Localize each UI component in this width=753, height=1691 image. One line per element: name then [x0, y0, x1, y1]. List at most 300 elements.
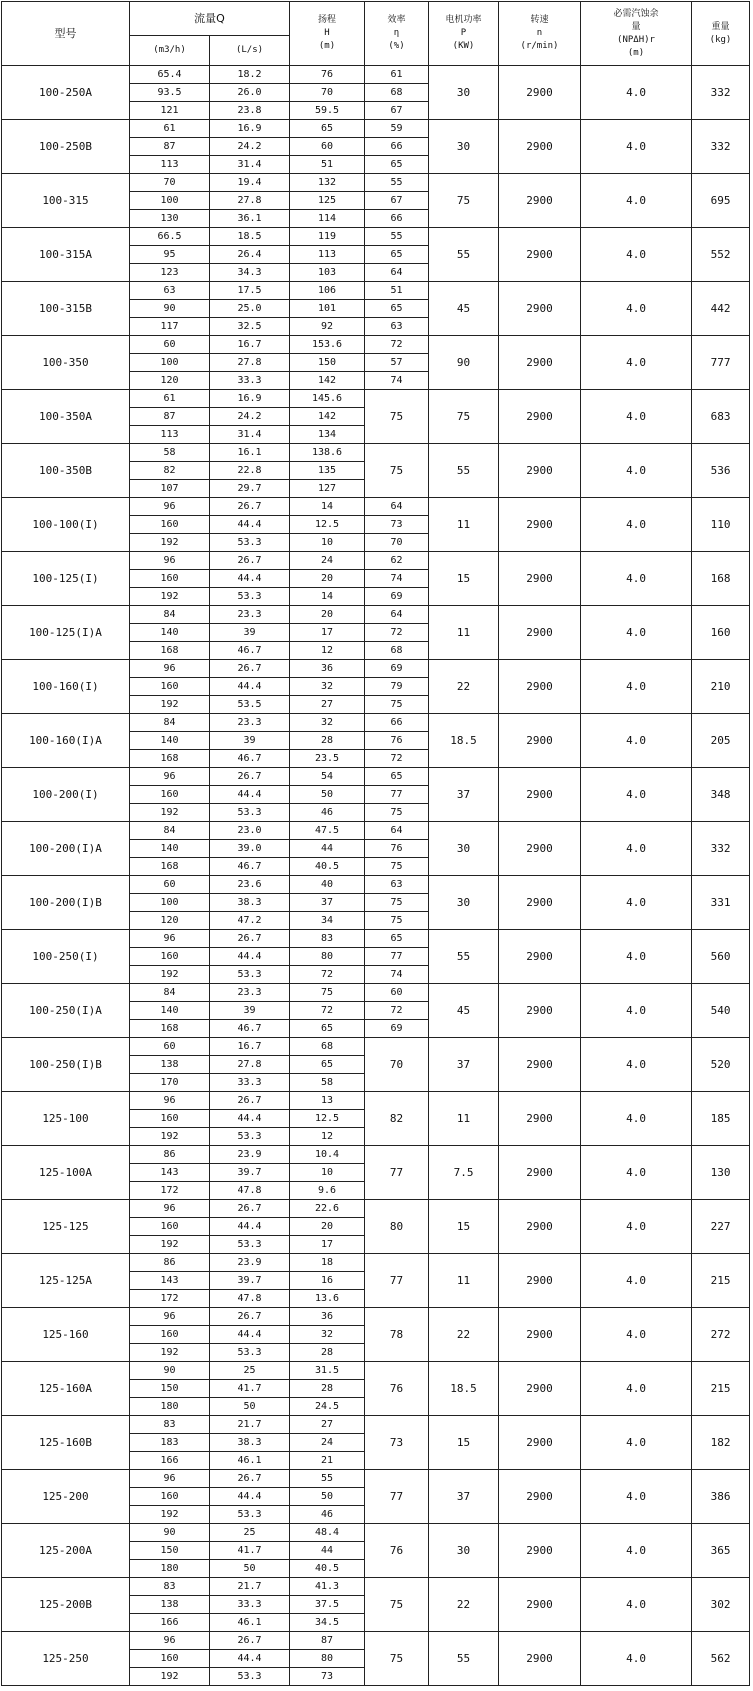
- cell-flow-ls: 26.7: [210, 1200, 290, 1218]
- cell-efficiency: 66: [365, 210, 429, 228]
- cell-flow-m3h: 96: [130, 930, 210, 948]
- cell-npsh: 4.0: [581, 1416, 692, 1470]
- cell-head: 47.5: [290, 822, 365, 840]
- cell-flow-m3h: 58: [130, 444, 210, 462]
- cell-flow-m3h: 170: [130, 1074, 210, 1092]
- cell-efficiency: 69: [365, 660, 429, 678]
- cell-efficiency: 67: [365, 192, 429, 210]
- cell-flow-m3h: 180: [130, 1398, 210, 1416]
- cell-weight: 210: [692, 660, 750, 714]
- cell-flow-ls: 16.1: [210, 444, 290, 462]
- cell-flow-ls: 50: [210, 1560, 290, 1578]
- header-head-unit: (m): [318, 41, 336, 51]
- cell-npsh: 4.0: [581, 1524, 692, 1578]
- cell-power: 55: [429, 228, 499, 282]
- cell-flow-m3h: 60: [130, 336, 210, 354]
- cell-model: 100-250B: [2, 120, 130, 174]
- cell-flow-ls: 44.4: [210, 1110, 290, 1128]
- cell-flow-m3h: 96: [130, 768, 210, 786]
- cell-weight: 520: [692, 1038, 750, 1092]
- cell-flow-m3h: 140: [130, 732, 210, 750]
- cell-speed: 2900: [499, 1146, 581, 1200]
- cell-flow-ls: 47.8: [210, 1182, 290, 1200]
- cell-flow-ls: 38.3: [210, 1434, 290, 1452]
- cell-efficiency: 68: [365, 84, 429, 102]
- cell-power: 75: [429, 174, 499, 228]
- cell-flow-ls: 33.3: [210, 1074, 290, 1092]
- cell-head: 114: [290, 210, 365, 228]
- cell-flow-m3h: 96: [130, 1632, 210, 1650]
- cell-head: 113: [290, 246, 365, 264]
- cell-efficiency: 76: [365, 840, 429, 858]
- cell-flow-ls: 53.3: [210, 1236, 290, 1254]
- cell-npsh: 4.0: [581, 1200, 692, 1254]
- cell-efficiency: 73: [365, 516, 429, 534]
- table-body: [2, 66, 750, 1686]
- cell-weight: 332: [692, 822, 750, 876]
- cell-flow-ls: 46.1: [210, 1452, 290, 1470]
- cell-npsh: 4.0: [581, 552, 692, 606]
- cell-model: 100-250A: [2, 66, 130, 120]
- header-speed-symbol: n: [536, 28, 543, 38]
- cell-flow-ls: 26.0: [210, 84, 290, 102]
- cell-efficiency: 80: [365, 1200, 429, 1254]
- cell-power: 90: [429, 336, 499, 390]
- cell-flow-ls: 16.9: [210, 120, 290, 138]
- cell-head: 14: [290, 588, 365, 606]
- cell-weight: 227: [692, 1200, 750, 1254]
- cell-head: 27: [290, 696, 365, 714]
- cell-head: 22.6: [290, 1200, 365, 1218]
- cell-flow-m3h: 61: [130, 120, 210, 138]
- header-efficiency: [365, 2, 429, 66]
- cell-head: 46: [290, 804, 365, 822]
- cell-efficiency: 74: [365, 966, 429, 984]
- cell-efficiency: 74: [365, 570, 429, 588]
- cell-speed: 2900: [499, 1092, 581, 1146]
- cell-head: 135: [290, 462, 365, 480]
- cell-head: 83: [290, 930, 365, 948]
- cell-model: 100-315: [2, 174, 130, 228]
- cell-head: 87: [290, 1632, 365, 1650]
- cell-flow-ls: 53.3: [210, 1128, 290, 1146]
- cell-head: 40: [290, 876, 365, 894]
- cell-flow-ls: 46.7: [210, 642, 290, 660]
- cell-flow-ls: 23.3: [210, 606, 290, 624]
- cell-flow-ls: 18.2: [210, 66, 290, 84]
- cell-power: 15: [429, 1416, 499, 1470]
- header-npsh-line2: 量: [631, 21, 641, 32]
- cell-flow-m3h: 192: [130, 1128, 210, 1146]
- cell-efficiency: 55: [365, 228, 429, 246]
- cell-flow-ls: 23.3: [210, 714, 290, 732]
- cell-flow-ls: 25: [210, 1524, 290, 1542]
- cell-model: 100-100(I): [2, 498, 130, 552]
- cell-flow-m3h: 65.4: [130, 66, 210, 84]
- cell-flow-ls: 21.7: [210, 1578, 290, 1596]
- cell-model: 100-200(I)B: [2, 876, 130, 930]
- cell-flow-m3h: 100: [130, 894, 210, 912]
- cell-flow-m3h: 96: [130, 660, 210, 678]
- cell-power: 75: [429, 390, 499, 444]
- cell-model: 100-200(I)A: [2, 822, 130, 876]
- cell-flow-m3h: 160: [130, 1488, 210, 1506]
- cell-efficiency: 66: [365, 714, 429, 732]
- cell-weight: 215: [692, 1362, 750, 1416]
- cell-power: 11: [429, 498, 499, 552]
- cell-flow-ls: 46.1: [210, 1614, 290, 1632]
- cell-efficiency: 70: [365, 1038, 429, 1092]
- cell-flow-ls: 27.8: [210, 1056, 290, 1074]
- cell-power: 18.5: [429, 714, 499, 768]
- cell-flow-ls: 23.9: [210, 1254, 290, 1272]
- cell-flow-ls: 23.8: [210, 102, 290, 120]
- table-row: [2, 1254, 750, 1272]
- cell-head: 13.6: [290, 1290, 365, 1308]
- header-eff-unit: (%): [388, 41, 405, 51]
- cell-head: 28: [290, 732, 365, 750]
- cell-npsh: 4.0: [581, 822, 692, 876]
- header-eff-symbol: η: [393, 28, 400, 38]
- cell-flow-m3h: 166: [130, 1614, 210, 1632]
- header-npsh: [581, 2, 692, 66]
- cell-flow-ls: 39.7: [210, 1272, 290, 1290]
- cell-flow-m3h: 90: [130, 1362, 210, 1380]
- cell-head: 72: [290, 1002, 365, 1020]
- cell-efficiency: 75: [365, 1632, 429, 1686]
- cell-flow-m3h: 143: [130, 1272, 210, 1290]
- cell-head: 24.5: [290, 1398, 365, 1416]
- cell-head: 80: [290, 1650, 365, 1668]
- cell-model: 125-160A: [2, 1362, 130, 1416]
- cell-efficiency: 61: [365, 66, 429, 84]
- cell-efficiency: 59: [365, 120, 429, 138]
- header-head-label: 扬程: [318, 15, 337, 25]
- header-speed-label: 转速: [530, 15, 549, 25]
- cell-head: 17: [290, 1236, 365, 1254]
- table-row: [2, 390, 750, 408]
- cell-flow-ls: 32.5: [210, 318, 290, 336]
- cell-flow-ls: 53.3: [210, 1506, 290, 1524]
- cell-model: 125-125: [2, 1200, 130, 1254]
- cell-power: 15: [429, 552, 499, 606]
- table-row: [2, 1362, 750, 1380]
- cell-head: 153.6: [290, 336, 365, 354]
- cell-flow-m3h: 100: [130, 354, 210, 372]
- cell-power: 55: [429, 930, 499, 984]
- cell-efficiency: 65: [365, 300, 429, 318]
- cell-efficiency: 82: [365, 1092, 429, 1146]
- cell-power: 22: [429, 1578, 499, 1632]
- cell-head: 51: [290, 156, 365, 174]
- table-row: [2, 768, 750, 786]
- cell-power: 30: [429, 1524, 499, 1578]
- table-row: [2, 444, 750, 462]
- cell-model: 125-250: [2, 1632, 130, 1686]
- cell-model: 125-125A: [2, 1254, 130, 1308]
- cell-flow-m3h: 192: [130, 588, 210, 606]
- cell-flow-ls: 53.3: [210, 534, 290, 552]
- cell-flow-m3h: 86: [130, 1254, 210, 1272]
- cell-npsh: 4.0: [581, 606, 692, 660]
- cell-weight: 160: [692, 606, 750, 660]
- cell-speed: 2900: [499, 390, 581, 444]
- cell-weight: 552: [692, 228, 750, 282]
- cell-head: 150: [290, 354, 365, 372]
- cell-flow-ls: 53.5: [210, 696, 290, 714]
- cell-flow-ls: 46.7: [210, 858, 290, 876]
- cell-efficiency: 66: [365, 138, 429, 156]
- cell-speed: 2900: [499, 1038, 581, 1092]
- header-power-unit: (KW): [452, 41, 475, 51]
- cell-flow-m3h: 168: [130, 1020, 210, 1038]
- cell-head: 32: [290, 678, 365, 696]
- cell-model: 100-160(I)A: [2, 714, 130, 768]
- cell-efficiency: 51: [365, 282, 429, 300]
- cell-power: 11: [429, 1092, 499, 1146]
- cell-power: 15: [429, 1200, 499, 1254]
- cell-weight: 540: [692, 984, 750, 1038]
- cell-flow-ls: 23.6: [210, 876, 290, 894]
- cell-model: 100-250(I)B: [2, 1038, 130, 1092]
- cell-model: 125-160B: [2, 1416, 130, 1470]
- cell-head: 36: [290, 1308, 365, 1326]
- cell-flow-m3h: 160: [130, 570, 210, 588]
- cell-efficiency: 76: [365, 1524, 429, 1578]
- cell-flow-ls: 21.7: [210, 1416, 290, 1434]
- cell-power: 22: [429, 660, 499, 714]
- cell-efficiency: 76: [365, 732, 429, 750]
- cell-efficiency: 72: [365, 624, 429, 642]
- cell-flow-ls: 19.4: [210, 174, 290, 192]
- cell-speed: 2900: [499, 1632, 581, 1686]
- cell-weight: 683: [692, 390, 750, 444]
- cell-weight: 110: [692, 498, 750, 552]
- cell-flow-ls: 44.4: [210, 1326, 290, 1344]
- cell-flow-ls: 26.7: [210, 552, 290, 570]
- cell-weight: 562: [692, 1632, 750, 1686]
- cell-flow-m3h: 150: [130, 1542, 210, 1560]
- cell-head: 28: [290, 1380, 365, 1398]
- header-power-label: 电机功率: [445, 15, 482, 25]
- cell-efficiency: 77: [365, 1254, 429, 1308]
- cell-weight: 185: [692, 1092, 750, 1146]
- cell-flow-m3h: 100: [130, 192, 210, 210]
- cell-head: 12.5: [290, 516, 365, 534]
- cell-head: 48.4: [290, 1524, 365, 1542]
- cell-flow-ls: 25.0: [210, 300, 290, 318]
- cell-flow-ls: 25: [210, 1362, 290, 1380]
- header-head: [290, 2, 365, 66]
- cell-efficiency: 72: [365, 1002, 429, 1020]
- cell-speed: 2900: [499, 1578, 581, 1632]
- cell-head: 16: [290, 1272, 365, 1290]
- cell-npsh: 4.0: [581, 444, 692, 498]
- table-row: [2, 1092, 750, 1110]
- cell-flow-m3h: 120: [130, 372, 210, 390]
- cell-efficiency: 70: [365, 534, 429, 552]
- cell-head: 20: [290, 570, 365, 588]
- cell-flow-m3h: 183: [130, 1434, 210, 1452]
- cell-flow-ls: 23.0: [210, 822, 290, 840]
- header-npsh-line3: (NPΔH)r: [617, 34, 655, 45]
- table-row: [2, 1038, 750, 1056]
- cell-flow-ls: 47.8: [210, 1290, 290, 1308]
- cell-flow-ls: 44.4: [210, 678, 290, 696]
- cell-flow-ls: 18.5: [210, 228, 290, 246]
- cell-power: 55: [429, 444, 499, 498]
- cell-flow-m3h: 84: [130, 822, 210, 840]
- cell-flow-ls: 47.2: [210, 912, 290, 930]
- cell-efficiency: 75: [365, 858, 429, 876]
- cell-npsh: 4.0: [581, 1362, 692, 1416]
- cell-head: 80: [290, 948, 365, 966]
- table-row: [2, 282, 750, 300]
- cell-head: 119: [290, 228, 365, 246]
- header-speed: [499, 2, 581, 66]
- cell-head: 32: [290, 1326, 365, 1344]
- cell-flow-m3h: 84: [130, 714, 210, 732]
- cell-head: 24: [290, 1434, 365, 1452]
- cell-flow-m3h: 160: [130, 1110, 210, 1128]
- cell-head: 23.5: [290, 750, 365, 768]
- cell-flow-ls: 31.4: [210, 426, 290, 444]
- cell-head: 55: [290, 1470, 365, 1488]
- cell-efficiency: 63: [365, 876, 429, 894]
- cell-flow-ls: 53.3: [210, 1668, 290, 1686]
- header-model: 型号: [2, 2, 130, 66]
- cell-efficiency: 73: [365, 1416, 429, 1470]
- cell-power: 18.5: [429, 1362, 499, 1416]
- cell-weight: 168: [692, 552, 750, 606]
- cell-flow-m3h: 160: [130, 1326, 210, 1344]
- cell-efficiency: 65: [365, 246, 429, 264]
- cell-efficiency: 63: [365, 318, 429, 336]
- cell-efficiency: 75: [365, 444, 429, 498]
- cell-power: 37: [429, 1470, 499, 1524]
- cell-flow-m3h: 168: [130, 750, 210, 768]
- cell-speed: 2900: [499, 552, 581, 606]
- cell-flow-m3h: 160: [130, 1650, 210, 1668]
- cell-flow-m3h: 123: [130, 264, 210, 282]
- cell-flow-ls: 44.4: [210, 1488, 290, 1506]
- cell-flow-ls: 26.7: [210, 498, 290, 516]
- header-weight-label: 重量: [711, 21, 730, 32]
- cell-flow-ls: 44.4: [210, 1218, 290, 1236]
- cell-speed: 2900: [499, 1362, 581, 1416]
- table-row: [2, 1524, 750, 1542]
- cell-head: 58: [290, 1074, 365, 1092]
- cell-flow-m3h: 84: [130, 606, 210, 624]
- cell-speed: 2900: [499, 1416, 581, 1470]
- cell-flow-m3h: 96: [130, 1470, 210, 1488]
- header-speed-unit: (r/min): [520, 41, 559, 51]
- cell-flow-ls: 24.2: [210, 138, 290, 156]
- cell-flow-m3h: 93.5: [130, 84, 210, 102]
- cell-flow-ls: 53.3: [210, 966, 290, 984]
- cell-flow-m3h: 168: [130, 642, 210, 660]
- cell-flow-m3h: 83: [130, 1578, 210, 1596]
- header-head-symbol: H: [324, 28, 330, 38]
- cell-flow-m3h: 160: [130, 786, 210, 804]
- cell-speed: 2900: [499, 1254, 581, 1308]
- cell-npsh: 4.0: [581, 876, 692, 930]
- table-row: [2, 1308, 750, 1326]
- cell-weight: 695: [692, 174, 750, 228]
- cell-model: 125-200A: [2, 1524, 130, 1578]
- cell-flow-ls: 33.3: [210, 372, 290, 390]
- cell-model: 125-200: [2, 1470, 130, 1524]
- cell-head: 60: [290, 138, 365, 156]
- cell-model: 100-250(I): [2, 930, 130, 984]
- table-row: [2, 336, 750, 354]
- cell-head: 34: [290, 912, 365, 930]
- cell-flow-ls: 39: [210, 732, 290, 750]
- cell-head: 44: [290, 1542, 365, 1560]
- cell-npsh: 4.0: [581, 660, 692, 714]
- cell-npsh: 4.0: [581, 714, 692, 768]
- cell-head: 134: [290, 426, 365, 444]
- cell-flow-ls: 44.4: [210, 948, 290, 966]
- cell-speed: 2900: [499, 228, 581, 282]
- cell-efficiency: 55: [365, 174, 429, 192]
- table-row: [2, 174, 750, 192]
- cell-model: 100-200(I): [2, 768, 130, 822]
- cell-head: 31.5: [290, 1362, 365, 1380]
- cell-flow-m3h: 166: [130, 1452, 210, 1470]
- cell-weight: 215: [692, 1254, 750, 1308]
- table-row: [2, 120, 750, 138]
- cell-model: 100-315B: [2, 282, 130, 336]
- cell-flow-ls: 16.7: [210, 336, 290, 354]
- cell-efficiency: 75: [365, 390, 429, 444]
- cell-head: 13: [290, 1092, 365, 1110]
- cell-flow-m3h: 160: [130, 516, 210, 534]
- cell-flow-m3h: 96: [130, 498, 210, 516]
- table-row: [2, 1578, 750, 1596]
- table-row: [2, 1200, 750, 1218]
- cell-speed: 2900: [499, 174, 581, 228]
- cell-flow-ls: 53.3: [210, 1344, 290, 1362]
- cell-weight: 182: [692, 1416, 750, 1470]
- cell-flow-m3h: 66.5: [130, 228, 210, 246]
- cell-efficiency: 65: [365, 156, 429, 174]
- cell-flow-m3h: 143: [130, 1164, 210, 1182]
- table-row: [2, 552, 750, 570]
- cell-efficiency: 75: [365, 912, 429, 930]
- cell-efficiency: 75: [365, 804, 429, 822]
- cell-power: 45: [429, 984, 499, 1038]
- cell-head: 37: [290, 894, 365, 912]
- cell-flow-ls: 17.5: [210, 282, 290, 300]
- cell-flow-ls: 34.3: [210, 264, 290, 282]
- cell-efficiency: 57: [365, 354, 429, 372]
- cell-speed: 2900: [499, 282, 581, 336]
- cell-flow-m3h: 83: [130, 1416, 210, 1434]
- cell-head: 92: [290, 318, 365, 336]
- cell-efficiency: 75: [365, 696, 429, 714]
- cell-speed: 2900: [499, 66, 581, 120]
- cell-efficiency: 74: [365, 372, 429, 390]
- cell-head: 75: [290, 984, 365, 1002]
- cell-head: 27: [290, 1416, 365, 1434]
- table-row: [2, 606, 750, 624]
- cell-head: 36: [290, 660, 365, 678]
- cell-speed: 2900: [499, 606, 581, 660]
- cell-flow-m3h: 96: [130, 1308, 210, 1326]
- cell-flow-ls: 31.4: [210, 156, 290, 174]
- cell-flow-ls: 53.3: [210, 804, 290, 822]
